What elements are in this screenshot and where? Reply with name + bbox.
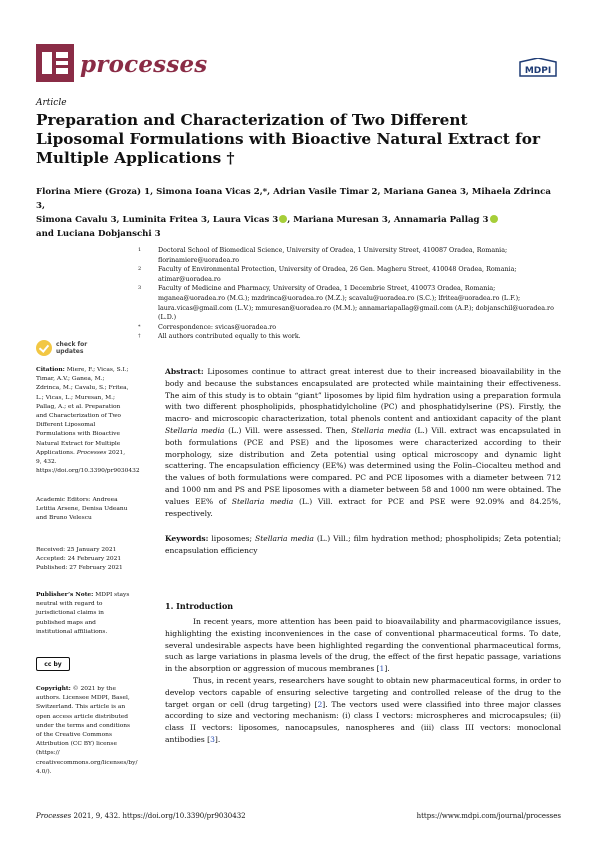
footer-journal-url[interactable]: https://www.mdpi.com/journal/processes <box>416 812 561 820</box>
orcid-icon[interactable] <box>490 215 498 223</box>
keywords: Keywords: liposomes; Stellaria media (L.) Vill.; film hydration method; phospholipids; Zeta potential; encapsulation efficiency <box>165 534 561 555</box>
abstract: Abstract: Liposomes continue to attract great interest due to their increased bioavailability in the body and because the substances encapsulated are protected while maintaining their effectiveness. The aim of this study is to obtain “giant” liposomes by lipid film hydration using a preparation formula with two different phospholipids, phosphatidylcholine (PC) and phosphatidylserine (PS). Firstly, the macro- and microscopic characterization, total phenols content and antioxidant capacity of the plant Stellaria media (L.) Vill. were assessed. Then, Stellaria media (L.) Vill. extract was encapsulated in both formulations (PCE and PSE) and the liposomes were characterized according to their morphology, size distribution and Zeta potential using optical microscopy and dynamic light scattering. The encapsulation efficiency (EE%) was determined using the Folin–Ciocalteu method and the values of both formulations were compared. PC and PCE liposomes with a diameter between 712 and 1000 nm and PS and PSE liposomes with a diameter between 58 and 1000 nm were obtained. The values EE% of Stellaria media (L.) Vill. extract for PCE and PSE were 92.09% and 84.25%, respectively. <box>165 367 562 518</box>
affiliation-2: 2 Faculty of Environmental Protection, University of Oradea, 26 Gen. Magheru Street, 410048 Oradea, Romania; atimar@uoradea.ro <box>138 266 517 283</box>
affiliation-3: 3 Faculty of Medicine and Pharmacy, University of Oradea, 1 Decembrie Street, 410073 Oradea, Romania; mganea@uoradea.ro (M.G.); mzdrinca@uoradea.ro (M.Z.); scavalu@uoradea.ro (S.C.); lfritea@uoradea.ro (L.F.); laura.vicas@gmail.com (L.V.); mmuresan@uoradea.ro (M.M.); annamariapallag@gmail.com (A.P.); dobjanschil@uoradea.ro (L.D.) <box>138 285 554 322</box>
introduction-body <box>165 616 561 746</box>
author-list <box>36 185 560 241</box>
section-heading-introduction: 1. Introduction <box>165 601 234 611</box>
equal-contribution-note: † All authors contributed equally to this work. <box>138 333 301 341</box>
journal-name[interactable]: processes <box>80 51 208 78</box>
publishers-note: Publisher’s Note: MDPI stays neutral with regard to jurisdictional claims in published maps and institutional affiliations. <box>36 591 130 635</box>
reference-link[interactable]: 1 <box>379 664 385 674</box>
academic-editors: Academic Editors: Andreea Letitia Arsene, Denisa Udeanu and Bruno Velescu <box>36 497 128 522</box>
affiliations <box>138 246 563 342</box>
intro-paragraph-1: In recent years, more attention has been paid to bioavailability and pharmacovigilance issues, highlighting the existing inconveniences in the case of conventional pharmaceutical forms. To date, several undesirable aspects have been highlighted regarding the conventional pharmaceutical forms, such as large variations in plasma levels of the drug, the effect of the first hepatic passage, variations in the absorption or aggression of mucous membranes [1]. <box>165 617 561 674</box>
check-for-updates-button[interactable]: check for updates <box>36 340 87 356</box>
article-type: Article <box>36 98 67 108</box>
intro-paragraph-2: Thus, in recent years, researchers have sought to obtain new pharmaceutical forms, in order to develop vectors capable of ensuring selective targeting and controlled release of the drug to the target organ or cell (drug targeting) [2]. The vectors used were classified into three major classes according to size and vectoring mechanism: (i) class I vectors: microspheres and microcapsules; (ii) class II vectors: liposomes, nanocapsules, nanospheres and (iii) class III vectors: monoclonal antibodies [3]. <box>165 675 562 744</box>
dates-block: Received: 25 January 2021 Accepted: 24 February 2021 Published: 27 February 2021 <box>36 547 123 572</box>
journal-logo-icon <box>36 44 74 82</box>
authors-line-3: and Luciana Dobjanschi 3 <box>36 229 161 239</box>
check-updates-icon <box>36 340 52 356</box>
footer-citation: Processes 2021, 9, 432. https://doi.org/10.3390/pr9030432 <box>36 812 246 820</box>
mdpi-logo-text: MDPI <box>524 66 552 76</box>
article-title: Preparation and Characterization of Two Different Liposomal Formulations with Bioactive Natural Extract for Multiple Applications † <box>36 111 541 167</box>
citation-block: Citation: Miere, F.; Vicas, S.I.; Timar, A.V.; Ganea, M.; Zdrinca, M.; Cavalu, S.; Fritea, L.; Vicas, L.; Muresan, M.; Pallag, A.; et al. Preparation and Characterization of Two Different Liposomal Formulations with Bioactive Natural Extract for Multiple Applications. Processes 2021, 9, 432. https://doi.org/10.3390/pr9030432 <box>36 366 140 475</box>
reference-link[interactable]: 2 <box>317 699 323 709</box>
reference-link[interactable]: 3 <box>210 734 215 744</box>
copyright-block: Copyright: © 2021 by the authors. Licensee MDPI, Basel, Switzerland. This article is an open access article distributed under the terms and conditions of the Creative Commons Attribution (CC BY) license (https:// creativecommons.org/licenses/by/ 4.0/). <box>36 685 138 775</box>
mdpi-logo-icon[interactable] <box>516 58 560 78</box>
cc-by-license-badge[interactable]: cc by <box>36 657 70 671</box>
authors-line-1: Florina Miere (Groza) 1, Simona Ioana Vicas 2,*, Adrian Vasile Timar 2, Mariana Ganea 3, Mihaela Zdrinca 3, <box>36 187 551 211</box>
authors-line-2: Simona Cavalu 3, Luminita Fritea 3, Laura Vicas 3 , Mariana Muresan 3, Annamaria Pallag 3 <box>36 213 560 227</box>
affiliation-1: 1 Doctoral School of Biomedical Science, University of Oradea, 1 University Street, 410087 Oradea, Romania; florinamiere@uoradea.ro <box>138 247 508 264</box>
page-footer <box>36 812 561 820</box>
correspondence: * Correspondence: svicas@uoradea.ro <box>138 323 277 331</box>
